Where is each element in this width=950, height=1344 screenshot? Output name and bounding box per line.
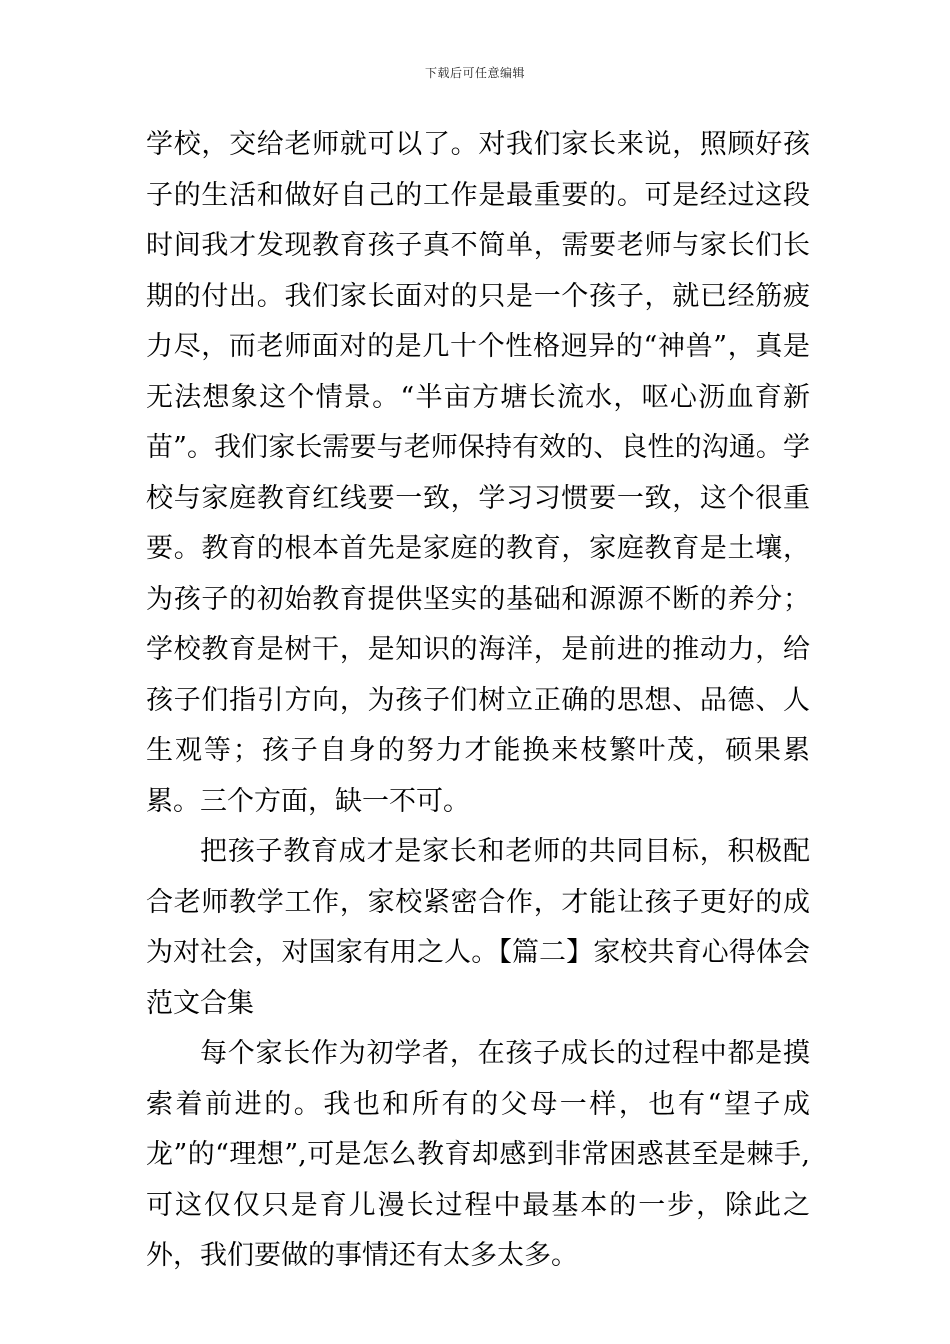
paragraph: 每个家长作为初学者，在孩子成长的过程中都是摸索着前进的。我也和所有的父母一样，也有“望子成龙”的“理想”,可是怎么教育却感到非常困惑甚至是棘手,可这仅仅只是育儿漫长过程中最基本的一步，除此之外，我们要做的事情还有太多太多。 [146, 1038, 810, 1271]
paragraph: 学校，交给老师就可以了。对我们家长来说，照顾好孩子的生活和做好自己的工作是最重要的。可是经过这段时间我才发现教育孩子真不简单，需要老师与家长们长期的付出。我们家长面对的只是一个孩子，就已经筋疲力尽，而老师面对的是几十个性格迥异的“神兽”，真是无法想象这个情景。“半亩方塘长流水，呕心沥血育新苗”。我们家长需要与老师保持有效的、良性的沟通。学校与家庭教育红线要一致，学习习惯要一致，这个很重要。教育的根本首先是家庭的教育，家庭教育是土壤，为孩子的初始教育提供坚实的基础和源源不断的养分；学校教育是树干，是知识的海洋，是前进的推动力，给孩子们指引方向，为孩子们树立正确的思想、品德、人生观等；孩子自身的努力才能换来枝繁叶茂，硕果累累。三个方面，缺一不可。 [146, 129, 810, 817]
document-body [146, 120, 810, 1282]
page-header: 下载后可任意编辑 [424, 66, 525, 80]
paragraph: 把孩子教育成才是家长和老师的共同目标，积极配合老师教学工作，家校紧密合作，才能让孩子更好的成为对社会，对国家有用之人。【篇二】家校共育心得体会范文合集 [146, 836, 810, 1019]
